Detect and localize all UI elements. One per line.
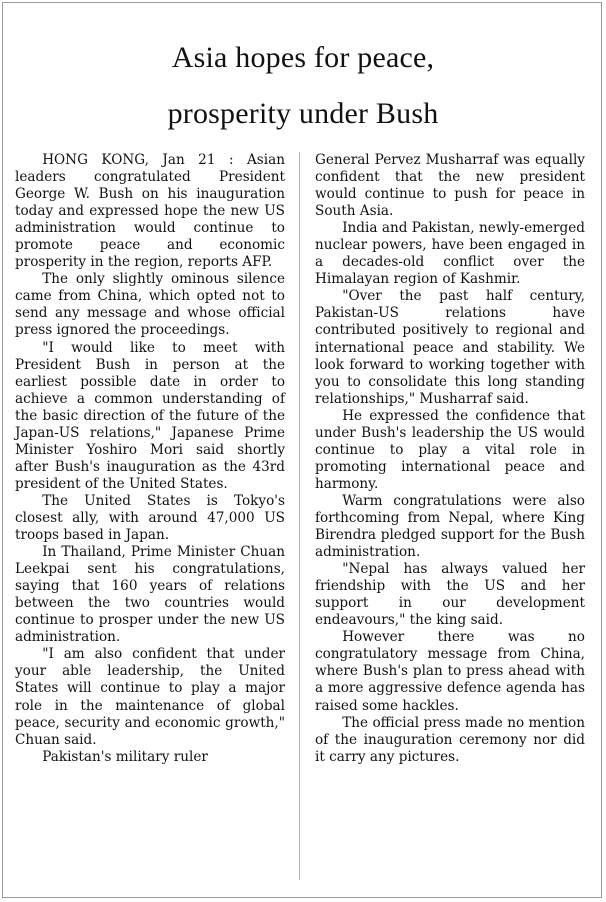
column-divider	[299, 152, 300, 880]
body-paragraph: "I am also confident that under your able leadership, the United States will continue to play a major role in the maintenance of global peace, security and economic growth," Chuan said.	[15, 646, 285, 748]
body-paragraph: "Over the past half century, Pakistan-US relations have contributed positively to regional and international peace and stability. We look forward to working together with you to consolidate this long standing relationships," Musharraf said.	[315, 288, 585, 407]
body-paragraph: Pakistan's military ruler	[42, 748, 208, 765]
body-paragraph: In Thailand, Prime Minister Chuan Leekpai sent his congratulations, saying that 160 years of relations between the two countries would continue to prosper under the new US administration.	[15, 544, 285, 646]
body-paragraph: The United States is Tokyo's closest ally, with around 47,000 US troops based in Japan.	[15, 492, 285, 544]
article-column-right	[315, 152, 585, 766]
body-paragraph: "Nepal has always valued her friendship with the US and her support in our development endeavours," the king said.	[315, 561, 585, 629]
body-paragraph: General Pervez Musharraf was equally confident that the new president would continue to push for peace in South Asia.	[315, 152, 585, 220]
body-paragraph: However there was no congratulatory message from China, where Bush's plan to press ahead with a more aggressive defence agenda has raised some hackles.	[315, 629, 585, 714]
article-column-left	[15, 152, 285, 766]
body-paragraph: The only slightly ominous silence came from China, which opted not to send any message and whose official press ignored the proceedings.	[15, 271, 285, 339]
body-paragraph: The official press made no mention of the inauguration ceremony nor did it carry any pictures.	[315, 714, 585, 765]
body-paragraph: "I would like to meet with President Bush in person at the earliest possible date in order to achieve a common understanding of the basic direction of the future of the Japan-US relations," Japanese Prime Minister Yoshiro Mori said shortly after Bush's inauguration as the 43rd president of the United States.	[15, 339, 285, 492]
headline-line-2: prosperity under Bush	[167, 97, 439, 131]
headline-line-1: Asia hopes for peace,	[171, 41, 435, 75]
body-paragraph: India and Pakistan, newly-emerged nuclear powers, have been engaged in a decades-old conflict over the Himalayan region of Kashmir.	[315, 220, 585, 288]
body-paragraph: He expressed the confidence that under Bush's leadership the US would continue to play a vital role in promoting international peace and harmony.	[315, 407, 585, 492]
body-paragraph: HONG KONG, Jan 21 : Asian leaders congratulated President George W. Bush on his inauguration today and expressed hope the new US administration would continue to promote peace and economic prosperity in the region, reports AFP.	[15, 152, 285, 271]
headline	[0, 30, 606, 142]
body-paragraph: Warm congratulations were also forthcoming from Nepal, where King Birendra pledged support for the Bush administration.	[315, 492, 585, 561]
